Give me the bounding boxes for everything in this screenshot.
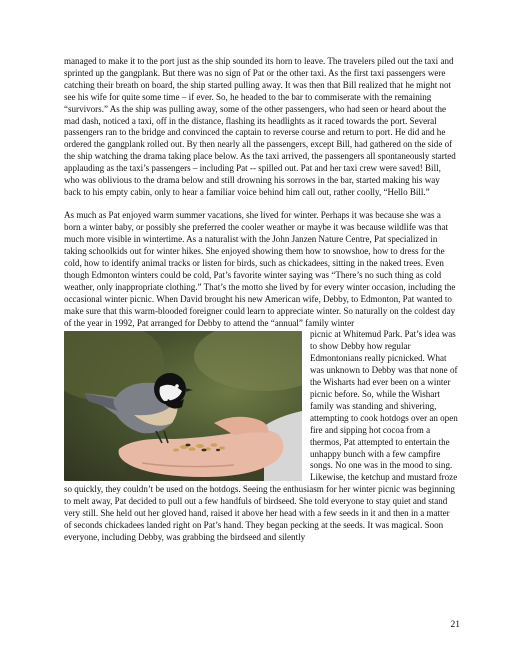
wrapped-text-block [64, 329, 458, 543]
paragraph-ship-story: managed to make it to the port just as the ship sounded its horn to leave. The travelers piled out the taxi and sprinted up the gangplank. But there was no sign of Pat or the other taxi. As the first taxi passengers were catching their breath on board, the ship started pulling away. It was then that Bill realized that he might not see his wife for quite some time – if ever. So, he headed to the bar to commiserate with the remaining “survivors.” As the ship was pulling away, some of the other passengers, who had seen or heard about the mad dash, noticed a taxi, off in the distance, flashing its headlights as it raced towards the port. Several passengers ran to the bridge and convinced the captain to reverse course and return to port. He did and he ordered the gangplank rolled out. By then nearly all the passengers, except Bill, had gathered on the side of the ship watching the drama taking place below. As the taxi arrived, the passengers all spontaneously started applauding as the taxi’s passengers – including Pat -- spilled out. Pat and her taxi crew were saved! Bill, who was oblivious to the drama below and still drowning his sorrows in the bar, started making his way back to his empty cabin, only to hear a familiar voice behind him call out, rather coolly, “Hello Bill.” [64, 56, 456, 197]
page-number: 21 [450, 620, 460, 630]
paragraph-winter-intro: As much as Pat enjoyed warm summer vacations, she lived for winter. Perhaps it was because she was a born a winter baby, or possibly she preferred the cooler weather or maybe it was because wildlife was that much more visible in wintertime. As a naturalist with the John Janzen Nature Centre, Pat specialized in taking schoolkids out for winter hikes. She enjoyed showing them how to snowshoe, how to dress for the cold, how to identify animal tracks or listen for birds, such as chickadees, sitting in the naked trees. Even though Edmonton winters could be cold, Pat’s favorite winter saying was “There’s no such thing as cold weather, only inappropriate clothing.” That’s the motto she lived by for every winter occasion, including the occasional winter picnic. When David brought his new American wife, Debby, to Edmonton, Pat wanted to make sure that this warm-blooded foreigner could learn to appreciate winter. So naturally on the coldest day of the year in 1992, Pat arranged for Debby to attend the “annual” family winter [64, 210, 456, 328]
paragraph-winter-picnic: picnic at Whitemud Park. Pat’s idea was to show Debby how regular Edmontonians really picnicked. What was unknown to Debby was that none of the Wisharts had ever been on a winter picnic before. So, while the Wishart family was standing and shivering, attempting to cook hotdogs over an open fire and sipping hot cocoa from a thermos, Pat attempted to entertain the unhappy bunch with a few campfire songs. No one was in the mood to sing. Likewise, the ketchup and mustard froze so quickly, they couldn’t be used on the hotdogs. Seeing the enthusiasm for her winter picnic was beginning to melt away, Pat decided to pull out a few handfuls of birdseed. She told everyone to stay quiet and stand very still. She held out her gloved hand, raised it above her head with a few seeds in it and then in a matter of seconds chickadees landed right on Pat’s hand. They began pecking at the seeds. It was magical. Soon everyone, including Debby, was grabbing the birdseed and silently [64, 329, 458, 542]
chickadee-photo [64, 331, 302, 481]
chickadee-on-hand-icon [64, 331, 302, 481]
